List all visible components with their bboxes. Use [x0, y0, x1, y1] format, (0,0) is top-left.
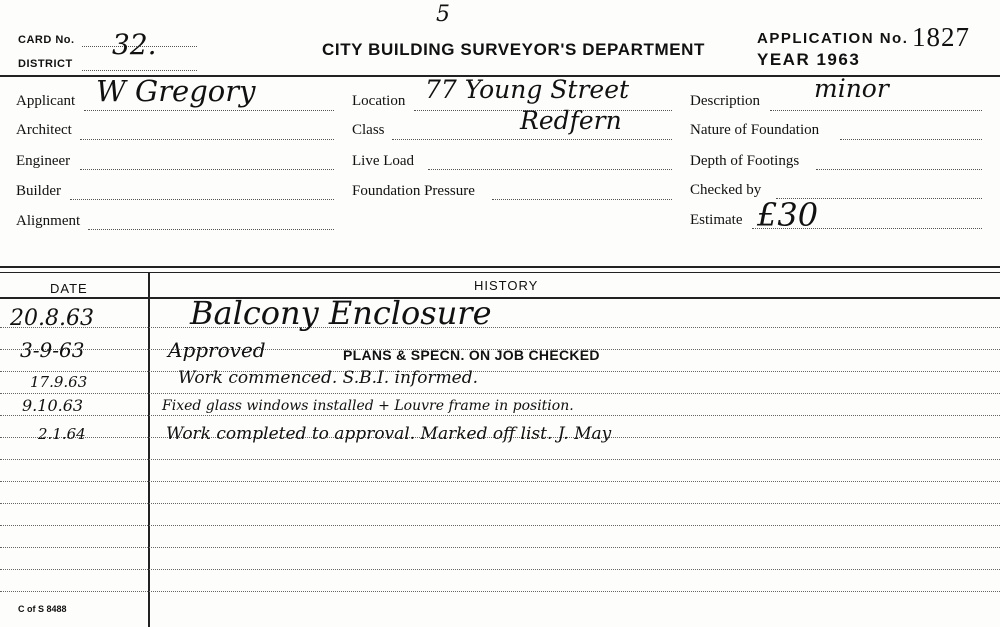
application-number: 1827 — [912, 22, 970, 52]
history-rule-9 — [0, 503, 1000, 504]
form-code: C of S 8488 — [18, 604, 67, 614]
history-top-rule-inner — [0, 272, 1000, 273]
foundation-pressure-line — [492, 199, 672, 200]
history-entry-text: Approved — [168, 338, 266, 362]
description-label: Description — [690, 93, 760, 109]
engineer-line — [80, 169, 334, 170]
history-top-rule — [0, 266, 1000, 268]
history-rule-10 — [0, 525, 1000, 526]
alignment-line — [88, 229, 334, 230]
history-rule-8 — [0, 481, 1000, 482]
history-rule-12 — [0, 569, 1000, 570]
estimate-value: £30 — [757, 196, 819, 234]
history-rule-4 — [0, 393, 1000, 394]
description-line — [770, 110, 982, 111]
alignment-label: Alignment — [16, 213, 81, 229]
builder-line — [70, 199, 334, 200]
application-label: APPLICATION No. — [757, 30, 909, 47]
applicant-value: W Gregory — [96, 74, 256, 108]
history-entry-text: Fixed glass windows installed + Louvre frame in position. — [162, 398, 574, 414]
checked-by-label: Checked by — [690, 182, 762, 198]
depth-of-footings-label: Depth of Footings — [690, 153, 800, 169]
architect-label: Architect — [16, 122, 72, 138]
history-column-header: HISTORY — [474, 278, 539, 293]
location-label: Location — [352, 93, 406, 109]
history-rule-13 — [0, 591, 1000, 592]
history-rule-1 — [0, 327, 1000, 328]
district-underline — [82, 70, 197, 71]
class-label: Class — [352, 122, 385, 138]
history-entry-date: 17.9.63 — [30, 373, 88, 391]
architect-line — [80, 139, 334, 140]
class-line — [392, 139, 672, 140]
depth-of-footings-line — [816, 169, 982, 170]
card-no-value: 32. — [112, 28, 157, 61]
nature-of-foundation-label: Nature of Foundation — [690, 122, 820, 138]
district-label: DISTRICT — [18, 58, 73, 70]
history-entry-text: Work commenced. S.B.I. informed. — [178, 368, 479, 388]
history-entry-text: Balcony Enclosure — [190, 294, 492, 332]
year-label: YEAR 1963 — [757, 50, 861, 69]
foundation-pressure-label: Foundation Pressure — [352, 183, 475, 199]
builder-label: Builder — [16, 183, 61, 199]
plans-checked-stamp: PLANS & SPECN. ON JOB CHECKED — [343, 347, 600, 363]
live-load-label: Live Load — [352, 153, 415, 169]
history-rule-3 — [0, 371, 1000, 372]
history-rule-5 — [0, 415, 1000, 416]
applicant-line — [84, 110, 334, 111]
history-entry-date: 9.10.63 — [22, 396, 84, 415]
history-header-rule — [0, 297, 1000, 299]
live-load-line — [428, 169, 672, 170]
history-rule-7 — [0, 459, 1000, 460]
department-title: CITY BUILDING SURVEYOR'S DEPARTMENT — [322, 40, 706, 59]
history-entry-text: Work completed to approval. Marked off list. J. May — [166, 424, 612, 444]
history-entry-date: 2.1.64 — [38, 425, 86, 443]
location-value-line2: Redfern — [520, 106, 622, 135]
nature-of-foundation-line — [840, 139, 982, 140]
description-value: minor — [814, 74, 889, 103]
date-column-header: DATE — [50, 281, 88, 296]
card-no-label: CARD No. — [18, 34, 75, 46]
engineer-label: Engineer — [16, 153, 71, 169]
estimate-label: Estimate — [690, 212, 743, 228]
history-entry-date: 3-9-63 — [20, 338, 85, 362]
history-entry-date: 20.8.63 — [10, 306, 94, 331]
page-mark: 5 — [436, 2, 450, 27]
location-value-line1: 77 Young Street — [425, 75, 630, 104]
applicant-label: Applicant — [16, 93, 76, 109]
history-rule-11 — [0, 547, 1000, 548]
